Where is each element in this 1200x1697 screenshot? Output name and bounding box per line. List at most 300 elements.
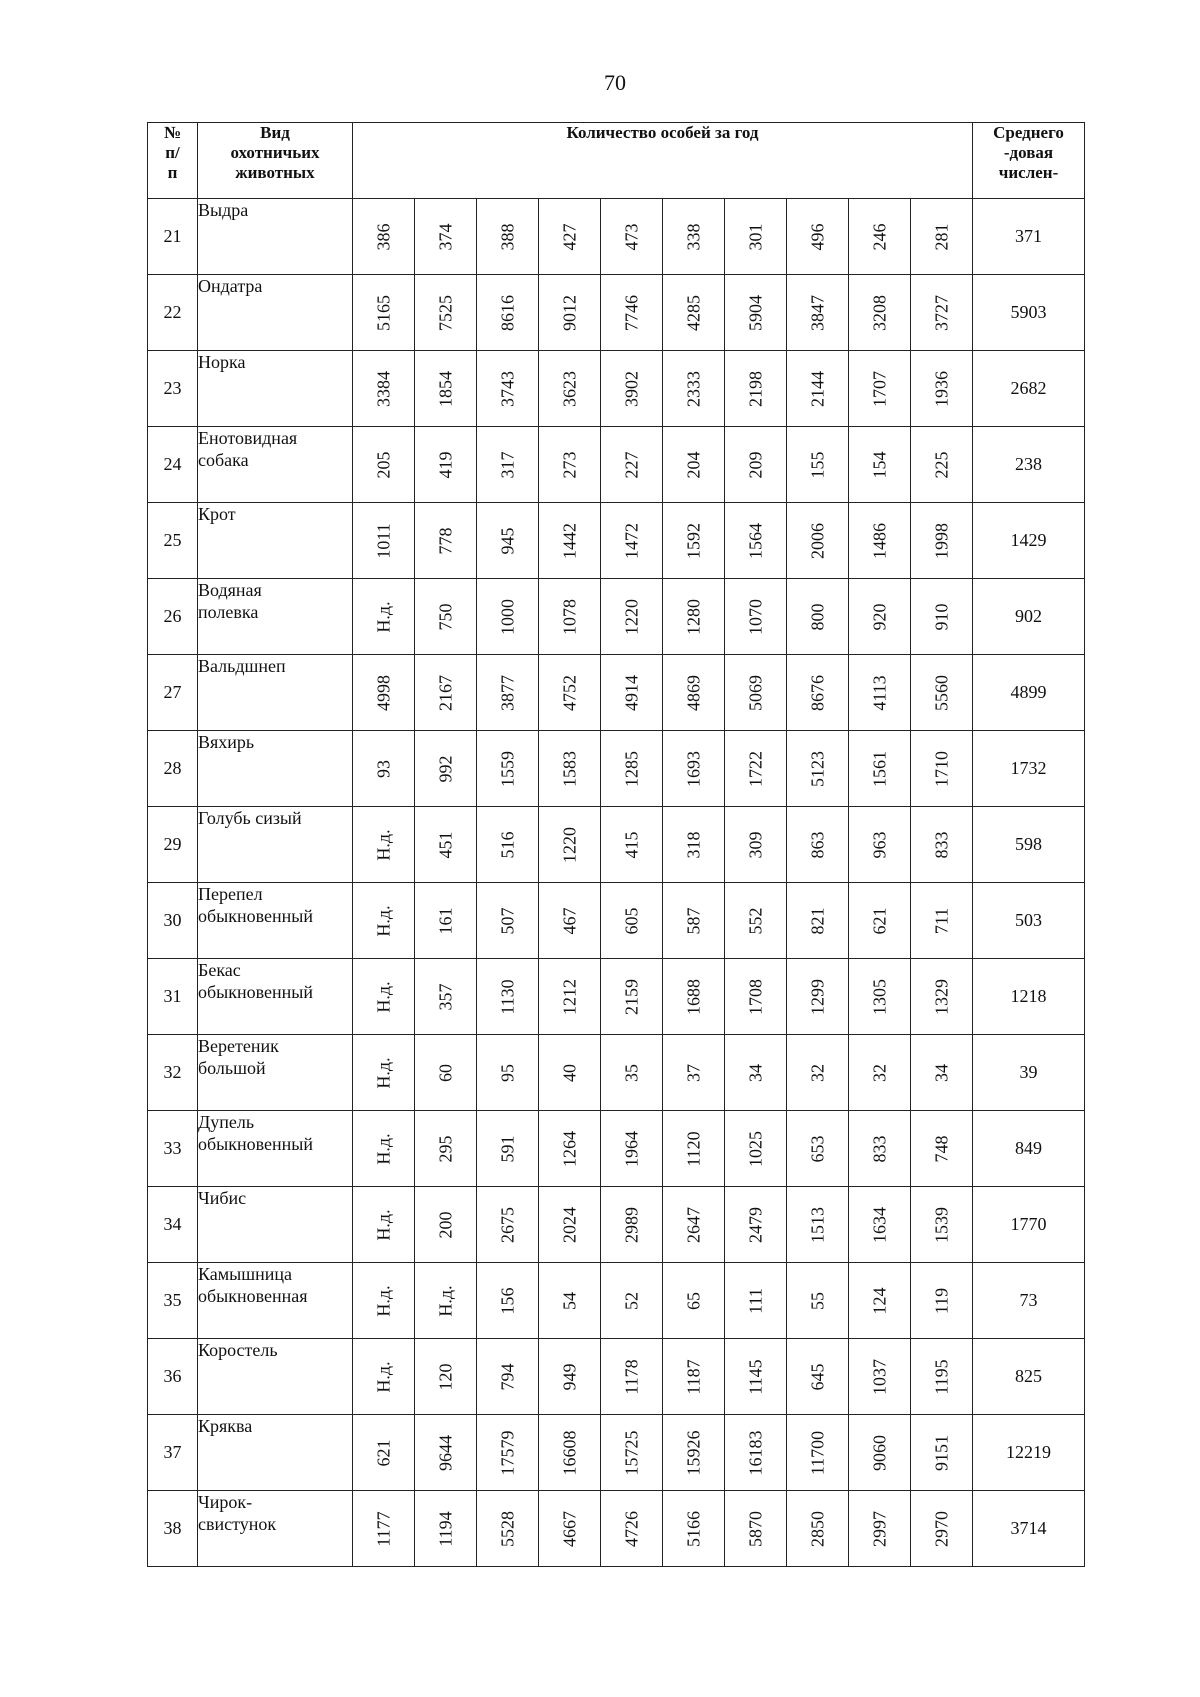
year-count-value: 54: [559, 1291, 579, 1310]
year-count-value: 4869: [683, 674, 703, 711]
year-count-value: 1264: [559, 1130, 579, 1167]
year-count-value: 5166: [683, 1510, 703, 1547]
year-count-cell: [353, 1263, 415, 1339]
row-number: 29: [148, 807, 198, 883]
species-name: [198, 427, 353, 503]
year-count-cell: [415, 427, 477, 503]
species-name-line: Кряква: [198, 1416, 253, 1436]
year-count-value: 65: [683, 1291, 703, 1310]
year-count-value: 1280: [683, 598, 703, 635]
year-count-cell: [353, 1111, 415, 1187]
year-count-cell: [911, 1111, 973, 1187]
year-count-cell: [601, 1491, 663, 1567]
year-count-cell: [911, 427, 973, 503]
year-count-cell: [849, 1415, 911, 1491]
table-row: [148, 1415, 1085, 1491]
year-count-value: 2024: [559, 1206, 579, 1243]
species-name-line: обыкновенный: [198, 1134, 314, 1154]
year-count-cell: [415, 883, 477, 959]
year-count-value: 3208: [869, 294, 889, 331]
year-count-value: 3902: [621, 370, 641, 407]
row-number: 25: [148, 503, 198, 579]
year-count-value: 1285: [621, 750, 641, 787]
year-count-value: 5560: [931, 674, 951, 711]
year-count-value: 309: [745, 831, 765, 858]
year-count-value: 204: [683, 451, 703, 478]
year-count-value: 1220: [559, 826, 579, 863]
year-count-cell: [415, 1111, 477, 1187]
year-count-value: 155: [807, 451, 827, 478]
species-name: [198, 1111, 353, 1187]
year-count-value: 209: [745, 451, 765, 478]
table-row: [148, 731, 1085, 807]
year-count-value: 794: [497, 1363, 517, 1390]
average-value: 825: [973, 1339, 1085, 1415]
header-average-line: числен-: [998, 163, 1059, 182]
year-count-cell: [787, 1415, 849, 1491]
average-value: 1732: [973, 731, 1085, 807]
year-count-value: 800: [807, 603, 827, 630]
table-header-row: [148, 123, 1085, 199]
year-count-value: Н.д.: [373, 1132, 393, 1165]
year-count-value: 833: [869, 1135, 889, 1162]
year-count-value: 496: [807, 223, 827, 250]
year-count-value: 1854: [435, 370, 455, 407]
table-row: [148, 503, 1085, 579]
row-number: 30: [148, 883, 198, 959]
year-count-value: 357: [435, 983, 455, 1010]
year-count-cell: [477, 427, 539, 503]
average-value: 39: [973, 1035, 1085, 1111]
year-count-value: 1583: [559, 750, 579, 787]
year-count-cell: [849, 1339, 911, 1415]
year-count-cell: [353, 503, 415, 579]
species-name: [198, 199, 353, 275]
year-count-cell: [601, 351, 663, 427]
year-count-cell: [725, 1035, 787, 1111]
species-name: [198, 1187, 353, 1263]
year-count-cell: [415, 731, 477, 807]
year-count-value: 388: [497, 223, 517, 250]
average-value: 902: [973, 579, 1085, 655]
year-count-value: 2198: [745, 370, 765, 407]
year-count-value: 945: [497, 527, 517, 554]
year-count-cell: [601, 1111, 663, 1187]
year-count-value: 5165: [373, 294, 393, 331]
year-count-cell: [911, 199, 973, 275]
year-count-value: 910: [931, 603, 951, 630]
year-count-value: 750: [435, 603, 455, 630]
year-count-cell: [601, 655, 663, 731]
year-count-value: 621: [869, 907, 889, 934]
year-count-cell: [353, 883, 415, 959]
year-count-cell: [353, 351, 415, 427]
year-count-value: 3623: [559, 370, 579, 407]
year-count-value: 8616: [497, 294, 517, 331]
species-name: [198, 1263, 353, 1339]
year-count-cell: [787, 883, 849, 959]
year-count-cell: [787, 1491, 849, 1567]
year-count-value: 1194: [435, 1510, 455, 1547]
year-count-cell: [539, 1415, 601, 1491]
average-value: 2682: [973, 351, 1085, 427]
year-count-value: 778: [435, 527, 455, 554]
year-count-value: 621: [373, 1439, 393, 1466]
species-name-line: Перепел: [198, 884, 263, 904]
year-count-cell: [849, 427, 911, 503]
year-count-cell: [787, 1035, 849, 1111]
average-value: 238: [973, 427, 1085, 503]
year-count-cell: [725, 1415, 787, 1491]
year-count-value: 1564: [745, 522, 765, 559]
year-count-cell: [601, 427, 663, 503]
species-name: [198, 1415, 353, 1491]
year-count-cell: [787, 807, 849, 883]
row-number: 38: [148, 1491, 198, 1567]
year-count-value: 920: [869, 603, 889, 630]
year-count-cell: [353, 807, 415, 883]
species-name-line: полевка: [198, 602, 259, 622]
year-count-value: 2479: [745, 1206, 765, 1243]
year-count-value: 273: [559, 451, 579, 478]
year-count-cell: [663, 959, 725, 1035]
header-average-line: -довая: [1003, 143, 1054, 162]
year-count-cell: [539, 1111, 601, 1187]
year-count-value: 1539: [931, 1206, 951, 1243]
year-count-value: 1472: [621, 522, 641, 559]
year-count-value: 281: [931, 223, 951, 250]
table-body: [148, 199, 1085, 1567]
year-count-value: 154: [869, 451, 889, 478]
year-count-value: 317: [497, 451, 517, 478]
year-count-value: 11700: [807, 1430, 827, 1475]
year-count-cell: [725, 959, 787, 1035]
year-count-cell: [539, 1339, 601, 1415]
year-count-cell: [911, 1415, 973, 1491]
year-count-value: 587: [683, 907, 703, 934]
year-count-cell: [539, 1491, 601, 1567]
species-name-line: Крот: [198, 504, 236, 524]
species-name-line: Камышница: [198, 1264, 292, 1284]
year-count-cell: [415, 1415, 477, 1491]
year-count-value: 591: [497, 1135, 517, 1162]
year-count-value: 1964: [621, 1130, 641, 1167]
year-count-cell: [539, 579, 601, 655]
species-count-table: [147, 122, 1085, 1567]
year-count-value: 1212: [559, 978, 579, 1015]
year-count-value: 227: [621, 451, 641, 478]
year-count-value: 338: [683, 223, 703, 250]
year-count-value: 15725: [621, 1430, 641, 1475]
year-count-cell: [787, 579, 849, 655]
year-count-cell: [787, 427, 849, 503]
year-count-value: 1000: [497, 598, 517, 635]
year-count-cell: [415, 503, 477, 579]
year-count-value: 7746: [621, 294, 641, 331]
year-count-cell: [477, 579, 539, 655]
year-count-value: 949: [559, 1363, 579, 1390]
year-count-value: 2850: [807, 1510, 827, 1547]
year-count-value: 1634: [869, 1206, 889, 1243]
year-count-cell: [353, 1491, 415, 1567]
year-count-cell: [849, 1035, 911, 1111]
row-number: 36: [148, 1339, 198, 1415]
year-count-value: 119: [931, 1287, 951, 1314]
year-count-value: Н.д.: [373, 600, 393, 633]
year-count-cell: [477, 1491, 539, 1567]
year-count-value: 93: [373, 759, 393, 778]
year-count-cell: [477, 1187, 539, 1263]
year-count-cell: [663, 807, 725, 883]
header-species-line: Вид: [260, 123, 290, 142]
year-count-cell: [601, 199, 663, 275]
year-count-cell: [663, 351, 725, 427]
species-name-line: Норка: [198, 352, 246, 372]
year-count-cell: [353, 427, 415, 503]
year-count-value: Н.д.: [373, 1284, 393, 1317]
year-count-value: 1561: [869, 750, 889, 787]
year-count-cell: [849, 503, 911, 579]
year-count-cell: [725, 731, 787, 807]
year-count-cell: [725, 1111, 787, 1187]
table-row: [148, 199, 1085, 275]
year-count-cell: [911, 275, 973, 351]
year-count-cell: [539, 807, 601, 883]
year-count-cell: [539, 731, 601, 807]
species-name-line: Выдра: [198, 200, 249, 220]
year-count-cell: [911, 1491, 973, 1567]
year-count-value: 5904: [745, 294, 765, 331]
year-count-cell: [725, 275, 787, 351]
year-count-value: 120: [435, 1363, 455, 1390]
year-count-cell: [477, 959, 539, 1035]
year-count-value: 295: [435, 1135, 455, 1162]
year-count-value: 9644: [435, 1434, 455, 1471]
year-count-cell: [353, 1339, 415, 1415]
year-count-cell: [787, 655, 849, 731]
year-count-cell: [663, 503, 725, 579]
year-count-cell: [477, 807, 539, 883]
header-number-line: п/: [165, 143, 180, 162]
year-count-cell: [787, 351, 849, 427]
year-count-value: 5870: [745, 1510, 765, 1547]
year-count-value: 992: [435, 755, 455, 782]
year-count-cell: [477, 275, 539, 351]
year-count-value: 32: [807, 1063, 827, 1082]
year-count-value: 2675: [497, 1206, 517, 1243]
year-count-value: 3727: [931, 294, 951, 331]
year-count-value: 35: [621, 1063, 641, 1082]
year-count-value: 833: [931, 831, 951, 858]
table-row: [148, 1111, 1085, 1187]
species-name: [198, 1339, 353, 1415]
year-count-cell: [415, 579, 477, 655]
year-count-cell: [663, 1187, 725, 1263]
species-name: [198, 351, 353, 427]
year-count-value: 4752: [559, 674, 579, 711]
year-count-value: 1486: [869, 522, 889, 559]
year-count-cell: [415, 1263, 477, 1339]
year-count-cell: [415, 351, 477, 427]
table-row: [148, 1187, 1085, 1263]
row-number: 26: [148, 579, 198, 655]
year-count-cell: [415, 655, 477, 731]
year-count-cell: [787, 1339, 849, 1415]
species-name-line: обыкновенная: [198, 1286, 308, 1306]
species-name-line: Коростель: [198, 1340, 278, 1360]
year-count-value: 1688: [683, 978, 703, 1015]
year-count-value: 1592: [683, 522, 703, 559]
year-count-cell: [787, 1263, 849, 1339]
row-number: 37: [148, 1415, 198, 1491]
species-name: [198, 731, 353, 807]
year-count-cell: [787, 199, 849, 275]
year-count-value: Н.д.: [373, 980, 393, 1013]
year-count-value: 225: [931, 451, 951, 478]
year-count-value: 111: [745, 1287, 765, 1314]
species-name-line: Веретеник: [198, 1036, 279, 1056]
year-count-cell: [787, 959, 849, 1035]
species-name-line: Чирок-: [198, 1492, 253, 1512]
year-count-value: 124: [869, 1287, 889, 1314]
year-count-cell: [415, 1491, 477, 1567]
year-count-value: 4285: [683, 294, 703, 331]
year-count-value: 1025: [745, 1130, 765, 1167]
table-row: [148, 579, 1085, 655]
year-count-cell: [849, 959, 911, 1035]
species-name: [198, 883, 353, 959]
table-row: [148, 959, 1085, 1035]
year-count-value: 1187: [683, 1358, 703, 1395]
table-row: [148, 807, 1085, 883]
species-name-line: Чибис: [198, 1188, 247, 1208]
year-count-value: 4914: [621, 674, 641, 711]
year-count-cell: [663, 655, 725, 731]
average-value: 503: [973, 883, 1085, 959]
year-count-cell: [849, 731, 911, 807]
table-row: [148, 1339, 1085, 1415]
year-count-value: 1177: [373, 1510, 393, 1547]
header-average-line: Среднего: [993, 123, 1064, 142]
year-count-cell: [911, 503, 973, 579]
species-name-line: обыкновенный: [198, 982, 314, 1002]
year-count-value: 16608: [559, 1430, 579, 1475]
year-count-cell: [477, 655, 539, 731]
year-count-value: 318: [683, 831, 703, 858]
year-count-value: 4667: [559, 1510, 579, 1547]
species-name-line: Вальдшнеп: [198, 656, 286, 676]
year-count-value: 246: [869, 223, 889, 250]
year-count-cell: [601, 1263, 663, 1339]
year-count-value: 748: [931, 1135, 951, 1162]
year-count-cell: [725, 1339, 787, 1415]
year-count-cell: [725, 351, 787, 427]
header-species-line: охотничьих: [230, 143, 320, 162]
year-count-value: 1195: [931, 1358, 951, 1395]
year-count-cell: [663, 1263, 725, 1339]
year-count-cell: [663, 1415, 725, 1491]
year-count-cell: [477, 1415, 539, 1491]
species-name: [198, 275, 353, 351]
year-count-cell: [477, 1035, 539, 1111]
year-count-cell: [477, 351, 539, 427]
species-name: [198, 655, 353, 731]
year-count-value: 3743: [497, 370, 517, 407]
year-count-cell: [539, 883, 601, 959]
year-count-value: 427: [559, 223, 579, 250]
year-count-value: 1011: [373, 522, 393, 559]
table-row: [148, 427, 1085, 503]
year-count-value: 8676: [807, 674, 827, 711]
year-count-value: 473: [621, 223, 641, 250]
year-count-cell: [477, 883, 539, 959]
year-count-value: Н.д.: [373, 1208, 393, 1241]
year-count-cell: [601, 503, 663, 579]
year-count-cell: [601, 1339, 663, 1415]
year-count-value: 156: [497, 1287, 517, 1314]
species-name-line: Дупель: [198, 1112, 255, 1132]
year-count-value: 2006: [807, 522, 827, 559]
year-count-value: 9060: [869, 1434, 889, 1471]
year-count-value: 161: [435, 907, 455, 934]
year-count-value: 2167: [435, 674, 455, 711]
average-value: 4899: [973, 655, 1085, 731]
species-name-line: Голубь сизый: [198, 808, 302, 828]
year-count-cell: [663, 427, 725, 503]
year-count-cell: [539, 427, 601, 503]
year-count-value: 1722: [745, 750, 765, 787]
row-number: 28: [148, 731, 198, 807]
year-count-cell: [539, 655, 601, 731]
year-count-cell: [601, 959, 663, 1035]
year-count-cell: [911, 655, 973, 731]
header-count-by-year: Количество особей за год: [353, 123, 973, 199]
year-count-value: 1299: [807, 978, 827, 1015]
year-count-cell: [663, 1339, 725, 1415]
year-count-value: 2159: [621, 978, 641, 1015]
year-count-cell: [539, 1035, 601, 1111]
year-count-cell: [725, 883, 787, 959]
year-count-cell: [849, 883, 911, 959]
species-name-line: обыкновенный: [198, 906, 314, 926]
year-count-value: 1707: [869, 370, 889, 407]
year-count-cell: [601, 579, 663, 655]
year-count-value: 1708: [745, 978, 765, 1015]
species-name-line: свистунок: [198, 1514, 277, 1534]
year-count-cell: [911, 731, 973, 807]
year-count-value: 1130: [497, 978, 517, 1015]
species-name: [198, 959, 353, 1035]
species-name-line: Водяная: [198, 580, 262, 600]
year-count-cell: [353, 275, 415, 351]
species-name-line: собака: [198, 450, 249, 470]
year-count-cell: [849, 351, 911, 427]
species-name: [198, 807, 353, 883]
average-value: 371: [973, 199, 1085, 275]
year-count-value: 2970: [931, 1510, 951, 1547]
year-count-value: 4726: [621, 1510, 641, 1547]
year-count-cell: [353, 1035, 415, 1111]
year-count-value: 2647: [683, 1206, 703, 1243]
row-number: 34: [148, 1187, 198, 1263]
year-count-value: 5069: [745, 674, 765, 711]
year-count-cell: [477, 199, 539, 275]
year-count-value: 17579: [497, 1430, 517, 1475]
row-number: 22: [148, 275, 198, 351]
year-count-cell: [353, 1415, 415, 1491]
year-count-value: 34: [931, 1063, 951, 1082]
table-row: [148, 275, 1085, 351]
